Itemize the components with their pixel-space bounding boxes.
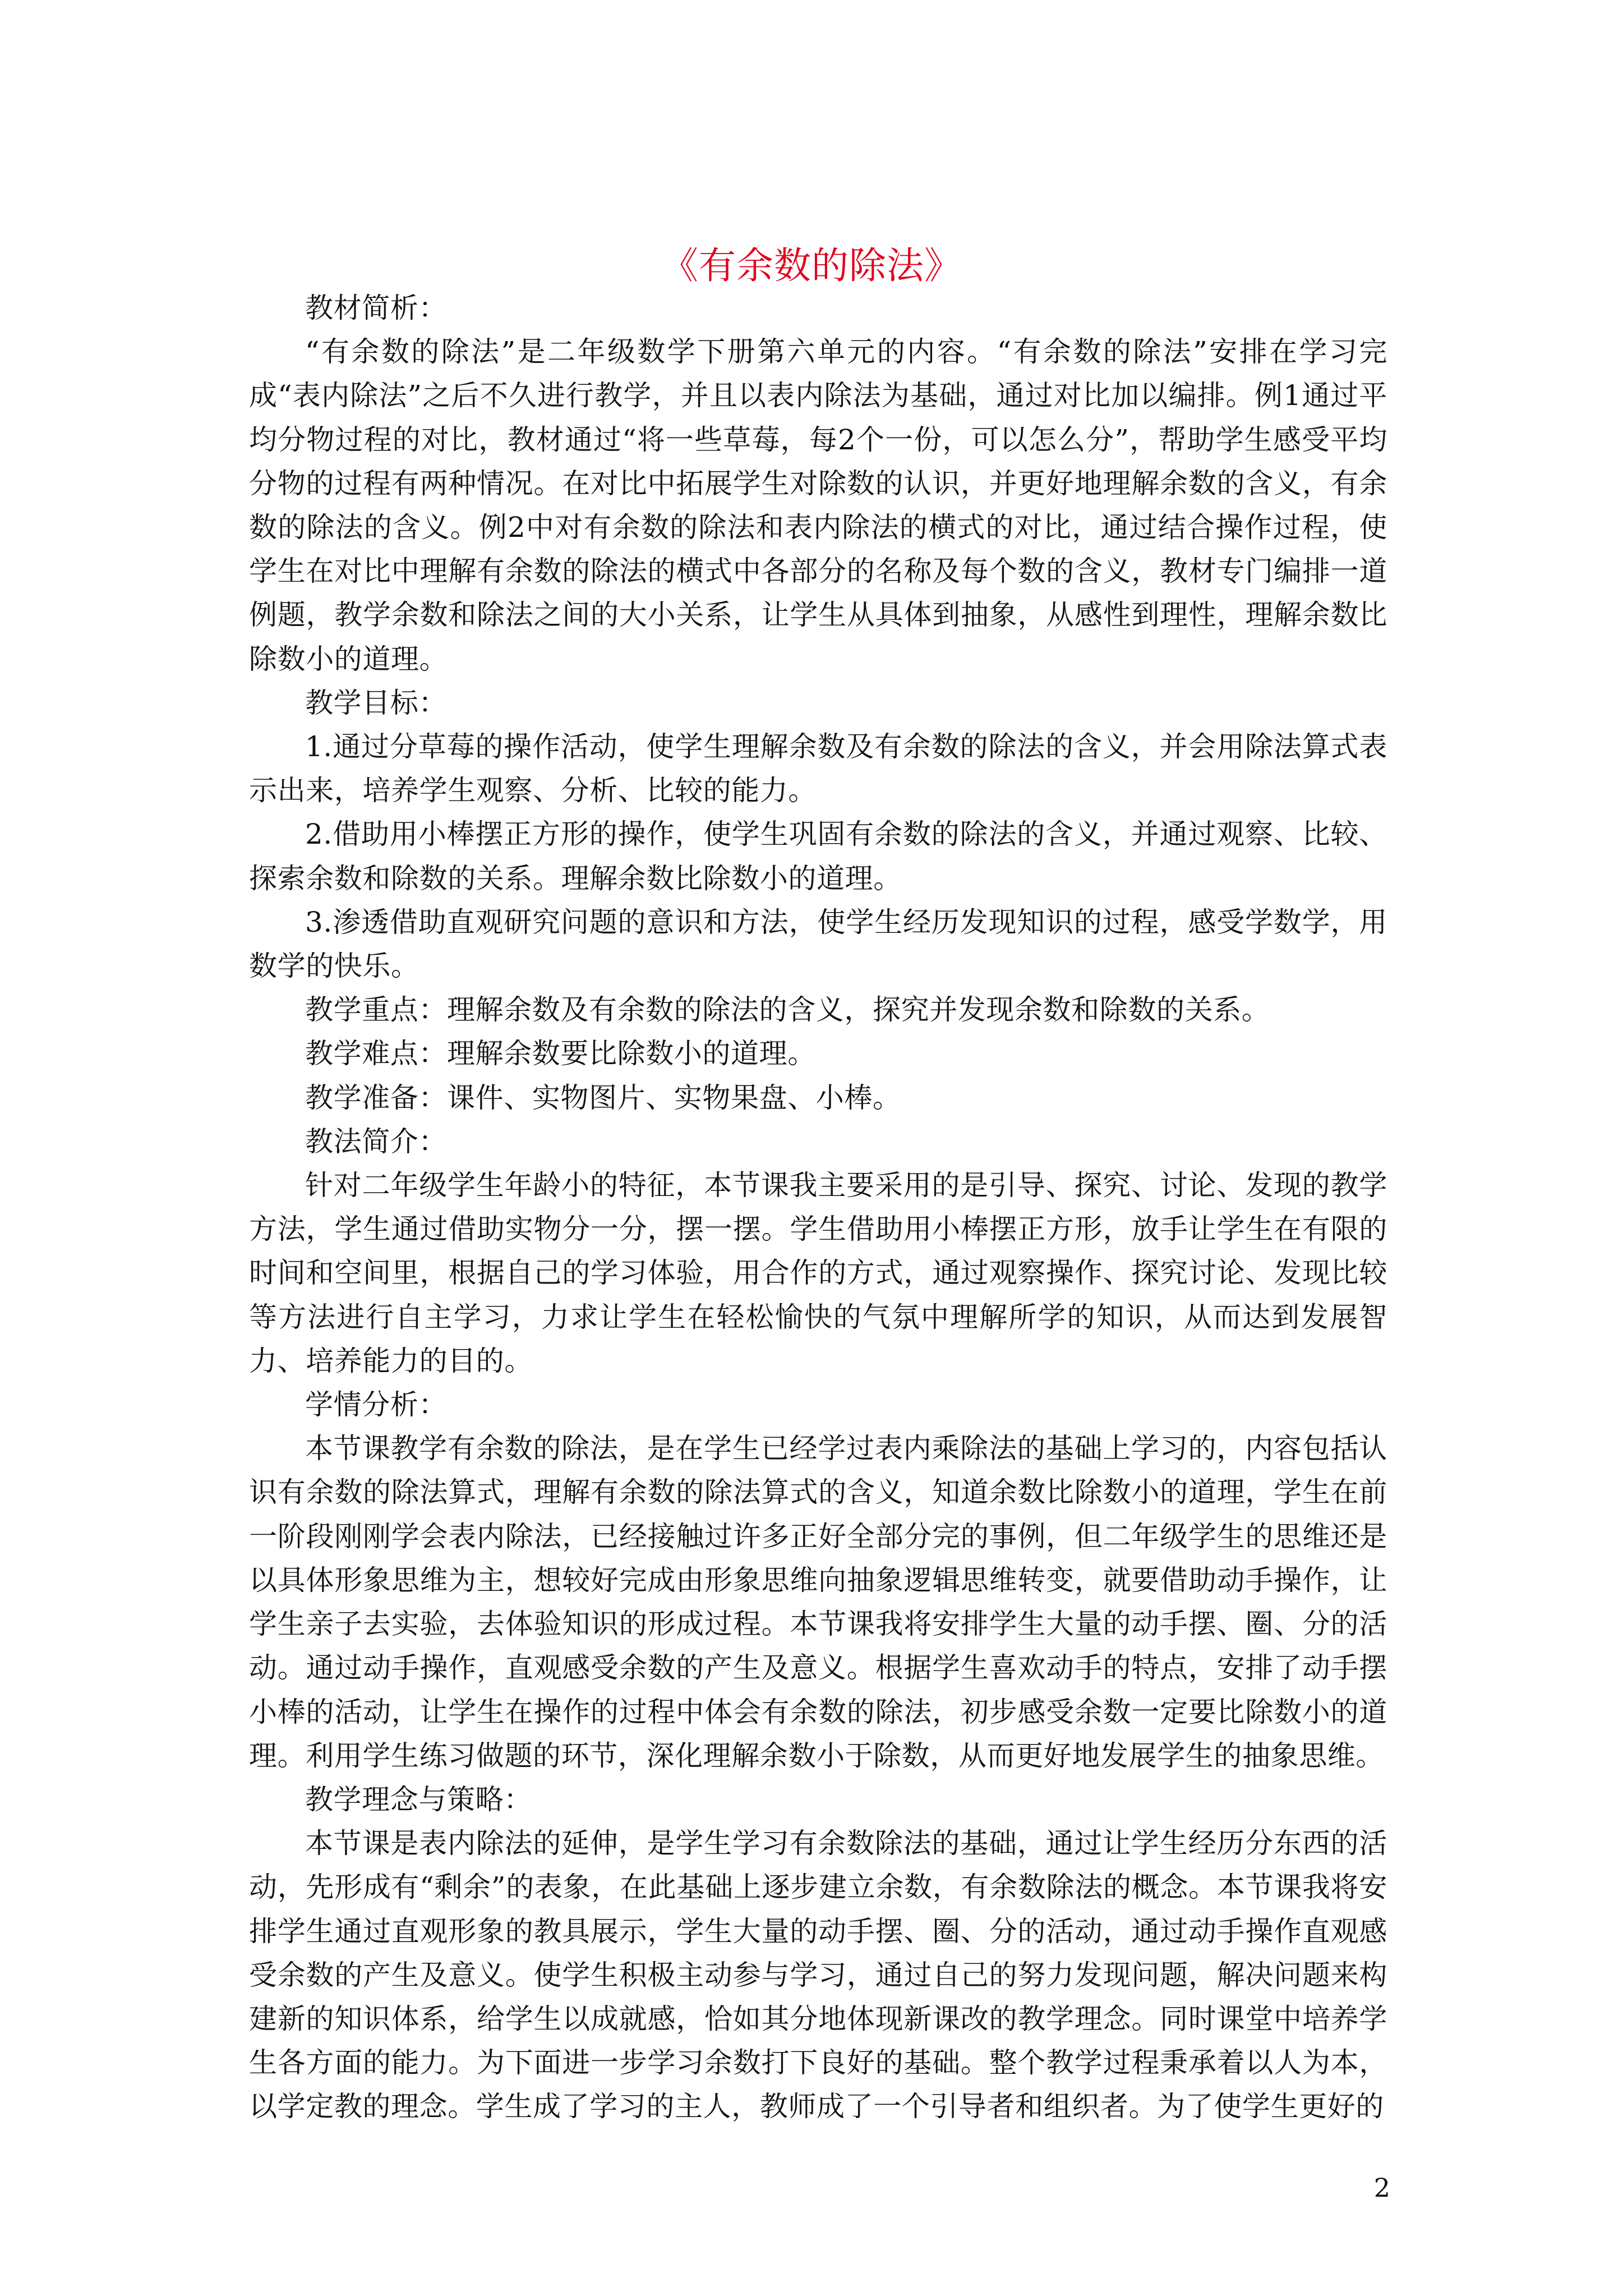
page-number: 2: [1373, 2173, 1390, 2203]
teaching-difficulty: 教学难点：理解余数要比除数小的道理。: [305, 1037, 816, 1070]
teaching-key-point: 教学重点：理解余数及有余数的除法的含义，探究并发现余数和除数的关系。: [305, 993, 1270, 1027]
paragraph-textbook-analysis: “有余数的除法”是二年级数学下册第六单元的内容。“有余数的除法”安排在学习完成“表内除法”之后不久进行教学，并且以表内除法为基础，通过对比加以编排。例1通过平均分物过程的对比，教材通过“将一些草莓，每2个一份，可以怎么分”，帮助学生感受平均分物的过程有两种情况。在对比中拓展学生对除数的认识，并更好地理解余数的含义，有余数的除法的含义。例2中对有余数的除法和表内除法的横式的对比，通过结合操作过程，使学生在对比中理解有余数的除法的横式中各部分的名称及每个数的含义，教材专门编排一道例题，教学余数和除法之间的大小关系，让学生从具体到抽象，从感性到理性，理解余数比除数小的道理。: [249, 335, 1387, 675]
document-title: 《有余数的除法》: [661, 244, 962, 288]
teaching-preparation: 教学准备：课件、实物图片、实物果盘、小棒。: [305, 1081, 901, 1114]
document-body: [249, 286, 1387, 2129]
paragraph-teaching-method: 针对二年级学生年龄小的特征，本节课我主要采用的是引导、探究、讨论、发现的教学方法，学生通过借助实物分一分，摆一摆。学生借助用小棒摆正方形，放手让学生在有限的时间和空间里，根据自己的学习体验，用合作的方式，通过观察操作、探究讨论、发现比较等方法进行自主学习，力求让学生在轻松愉快的气氛中理解所学的知识，从而达到发展智力、培养能力的目的。: [249, 1169, 1387, 1377]
goal-item-3: 3.渗透借助直观研究问题的意识和方法，使学生经历发现知识的过程，感受学数学，用数学的快乐。: [249, 905, 1387, 983]
section-heading-teaching-goals: 教学目标：: [305, 686, 447, 719]
section-heading-teaching-method: 教法简介：: [305, 1125, 447, 1158]
goal-item-1: 1.通过分草莓的操作活动，使学生理解余数及有余数的除法的含义，并会用除法算式表示出来，培养学生观察、分析、比较的能力。: [249, 730, 1387, 807]
section-heading-teaching-philosophy: 教学理念与策略：: [305, 1783, 532, 1816]
section-heading-learner-analysis: 学情分析：: [305, 1388, 447, 1421]
goal-item-2: 2.借助用小棒摆正方形的操作，使学生巩固有余数的除法的含义，并通过观察、比较、探索余数和除数的关系。理解余数比除数小的道理。: [249, 818, 1387, 895]
paragraph-teaching-philosophy: 本节课是表内除法的延伸，是学生学习有余数除法的基础，通过让学生经历分东西的活动，先形成有“剩余”的表象，在此基础上逐步建立余数，有余数除法的概念。本节课我将安排学生通过直观形象的教具展示，学生大量的动手摆、圈、分的活动，通过动手操作直观感受余数的产生及意义。使学生积极主动参与学习，通过自己的努力发现问题，解决问题来构建新的知识体系，给学生以成就感，恰如其分地体现新课改的教学理念。同时课堂中培养学生各方面的能力。为下面进一步学习余数打下良好的基础。整个教学过程秉承着以人为本，以学定教的理念。学生成了学习的主人，教师成了一个引导者和组织者。为了使学生更好的: [249, 1827, 1387, 2123]
section-heading-textbook-analysis: 教材简析：: [305, 292, 447, 324]
paragraph-learner-analysis: 本节课教学有余数的除法，是在学生已经学过表内乘除法的基础上学习的，内容包括认识有余数的除法算式，理解有余数的除法算式的含义，知道余数比除数小的道理，学生在前一阶段刚刚学会表内除法，已经接触过许多正好全部分完的事例，但二年级学生的思维还是以具体形象思维为主，想较好完成由形象思维向抽象逻辑思维转变，就要借助动手操作，让学生亲子去实验，去体验知识的形成过程。本节课我将安排学生大量的动手摆、圈、分的活动。通过动手操作，直观感受余数的产生及意义。根据学生喜欢动手的特点，安排了动手摆小棒的活动，让学生在操作的过程中体会有余数的除法，初步感受余数一定要比除数小的道理。利用学生练习做题的环节，深化理解余数小于除数，从而更好地发展学生的抽象思维。: [249, 1432, 1387, 1772]
